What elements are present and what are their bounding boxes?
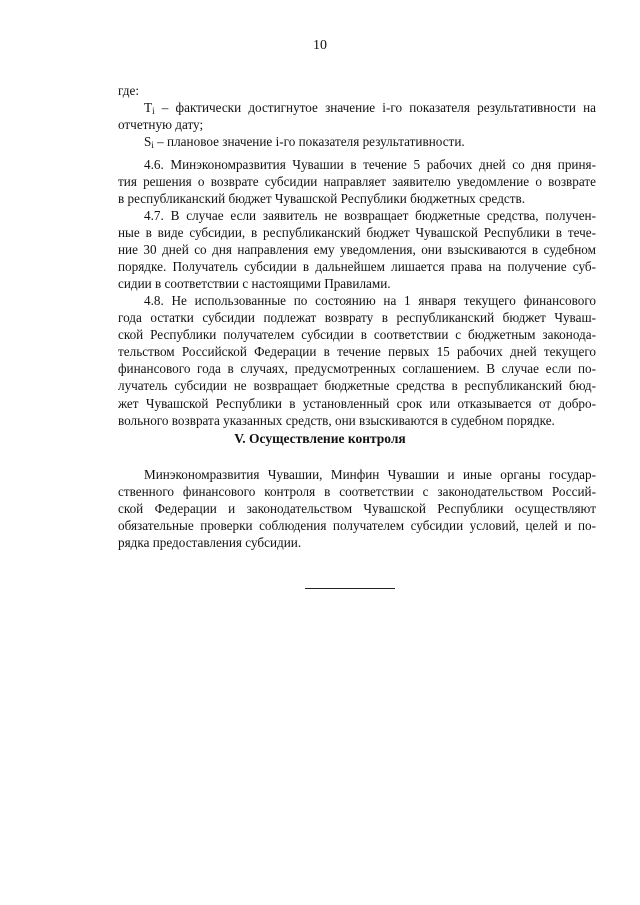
page-number: 10 <box>313 38 327 53</box>
t-symbol: T <box>144 100 153 116</box>
paragraph-line: ные в виде субсидии, в республиканский бюджет Чувашской Республики в тече- <box>118 225 596 241</box>
paragraph-line: 4.7. В случае если заявитель не возвращает бюджетные средства, получен- <box>144 208 596 223</box>
s-subscript: i <box>151 140 154 151</box>
definition-s-line <box>118 133 596 150</box>
definitions-block <box>118 82 596 150</box>
paragraph-4-7 <box>118 207 596 292</box>
paragraph-line: тельством Российской Федерации в течение первых 15 рабочих дней текущего <box>118 344 596 360</box>
paragraph-line: года остатки субсидии подлежат возврату в республиканский бюджет Чуваш- <box>118 310 596 326</box>
paragraph-line: Минэкономразвития Чувашии, Минфин Чувашии и иные органы государ- <box>144 467 596 482</box>
paragraph-line: сидии в соответствии с настоящими Правилами. <box>118 276 391 292</box>
paragraph-line: вольного возврата указанных средств, они взыскиваются в судебном порядке. <box>118 412 555 428</box>
paragraph-control <box>118 466 596 551</box>
paragraph-line: ской Республики получателем субсидии в соответствии с бюджетным законода- <box>118 327 596 343</box>
s-description: – плановое значение i-го показателя результативности. <box>153 134 465 150</box>
s-symbol: S <box>144 134 152 150</box>
paragraph-line: лучатель субсидии не возвращает бюджетные средства в республиканский бюд- <box>118 378 596 394</box>
paragraph-line: ние 30 дней со дня направления ему уведомления, они взыскиваются в судебном <box>118 242 596 258</box>
t-subscript: i <box>152 106 155 117</box>
paragraph-4-6 <box>118 156 596 207</box>
section-title: V. Осуществление контроля <box>234 431 406 446</box>
paragraph-line: рядка предоставления субсидии. <box>118 535 302 551</box>
paragraph-line: ской Федерации и законодательством Чувашской Республики осуществляют <box>118 501 596 517</box>
paragraph-line: 4.8. Не использованные по состоянию на 1 января текущего финансового <box>144 293 596 308</box>
definition-t-continuation: отчетную дату; <box>118 117 204 133</box>
paragraph-line: порядке. Получатель субсидии в дальнейшем лишается права на получение суб- <box>118 259 596 275</box>
paragraph-4-8 <box>118 292 596 429</box>
end-divider <box>305 588 395 589</box>
paragraph-line: ственного финансового контроля в соответствии с законодательством Россий- <box>118 484 596 500</box>
paragraph-line: финансового года в случаях, предусмотренных соглашением. В случае если по- <box>118 361 596 377</box>
paragraph-line: жет Чувашской Республики в установленный срок или отказывается от добро- <box>118 395 596 411</box>
paragraph-line: обязательные проверки соблюдения получателем субсидии условий, целей и по- <box>118 518 596 534</box>
paragraph-line: в республиканский бюджет Чувашской Республики бюджетных средств. <box>118 191 526 207</box>
definition-t-line <box>118 99 596 116</box>
paragraph-line: 4.6. Минэкономразвития Чувашии в течение 5 рабочих дней со дня приня- <box>144 157 596 172</box>
definitions-intro: где: <box>118 83 139 98</box>
t-description: – фактически достигнутое значение i-го показателя результативности на <box>154 100 596 116</box>
paragraph-line: тия решения о возврате субсидии направляет заявителю уведомление о возврате <box>118 174 596 190</box>
